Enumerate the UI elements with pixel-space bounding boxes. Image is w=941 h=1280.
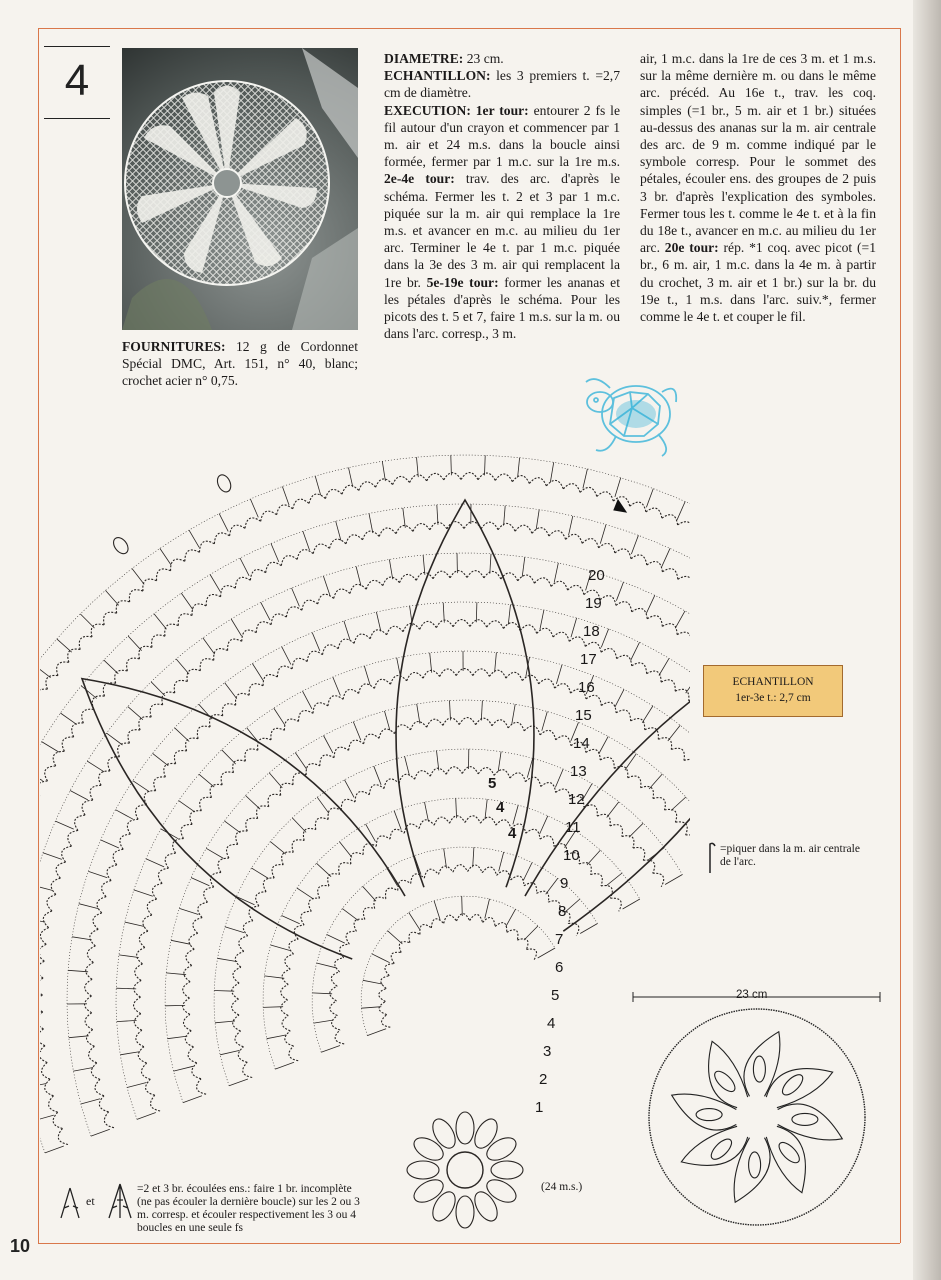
pique-legend: =piquer dans la m. air centrale de l'arc.	[720, 843, 860, 868]
page-spine	[913, 0, 941, 1280]
materials-label: FOURNITURES:	[122, 339, 226, 354]
number-rule-top	[44, 46, 110, 47]
tour5-text: former les ananas et les pétales d'après le schéma. Pour les picots des t. 5 et 7, faire 1 m.s. sur la m. ou dans l'arc. corresp., 3 m.	[384, 274, 620, 342]
decrease-legend: =2 et 3 br. écoulées ens.: faire 1 br. incomplète (ne pas écouler la dernière boucle) sur les 2 ou 3 m. corresp. et écouler respectivement les 3 ou 4 boucles en une seule fs	[137, 1183, 360, 1234]
materials-block	[122, 338, 358, 390]
round-label: 12	[568, 791, 585, 808]
pique-symbol-icon	[703, 840, 717, 874]
instructions-column-2	[640, 50, 876, 325]
instructions-column-1	[384, 50, 620, 342]
tour20-text: rép. *1 coq. avec picot (=1 br., 6 m. air, 1 m.c. dans la 4e m. à partir du crochet, 3 m. air et 1 br.) sur la br. du 19e t., 1 m.s. dans l'arc. suiv.*, fermer comme le 4e t. et couper le fil.	[640, 240, 876, 325]
sample-box-value: 1er-3e t.: 2,7 cm	[735, 692, 811, 704]
round-label: 19	[585, 595, 602, 612]
round-label: 7	[555, 931, 564, 948]
col2-text: air, 1 m.c. dans la 1re de ces 3 m. et 1 m.s. sur la même dernière m. ou dans le même arc. précéd. Au 16e t., trav. les coq. simples (=1 br., 5 m. air et 1 br.) situées au-dessus des ananas sur la m. air centrale des arc. de 9 m. comme indiqué par le symbole corresp. Pour le sommet des pétales, écouler ens. des groupes de 2 puis 3 br. d'après l'explication des symboles. Fermer tous les t. comme le 4e t. et à la fin du 18e t., avancer en m.c. au milieu du 1er arc.	[640, 51, 876, 256]
materials-text: 12 g de Cordonnet Spécial DMC, Art. 151, n° 40, blanc; crochet acier n° 0,75.	[122, 339, 358, 389]
mini-diameter-label: 23 cm	[736, 989, 768, 1001]
round-label: 18	[583, 623, 600, 640]
frame-border-top	[38, 28, 900, 29]
center-note: (24 m.s.)	[541, 1181, 583, 1193]
doily-photo	[122, 48, 358, 330]
inner-round-label: 4	[508, 825, 517, 842]
round-label: 6	[555, 959, 564, 976]
round-label: 14	[573, 735, 590, 752]
round-label: 8	[558, 903, 567, 920]
diametre-value: 23 cm.	[463, 51, 504, 66]
round-label: 2	[539, 1071, 548, 1088]
pattern-number: 4	[64, 56, 90, 105]
round-label: 1	[535, 1099, 544, 1116]
frame-border-bottom	[38, 1243, 900, 1244]
round-label: 20	[588, 567, 605, 584]
tour2-text: trav. des arc. d'après le schéma. Fermer les t. 2 et 3 par 1 m.c. piquée sur la m. air qui remplace la 1re m.s. et avancer en m.c. au milieu du 1er arc. Terminer le 4e t. par 1 m.c. piquée dans la 3e des 3 m. air qui remplacent la 1re br.	[384, 171, 620, 290]
two-dc-together-icon	[56, 1184, 84, 1222]
tour2-label: 2e-4e tour:	[384, 171, 455, 187]
round-label: 9	[560, 875, 569, 892]
tour1-text: entourer 2 fs le fil autour d'un crayon et commencer par 1 m. air et 24 m.s. dans la boucle ainsi formée, fermer par 1 m.c. sur la 1re m.s.	[384, 102, 620, 170]
round-label: 5	[551, 987, 560, 1004]
echantillon-value: les 3 premiers t. =2,7 cm de diamètre.	[384, 68, 620, 101]
page-number: 10	[10, 1236, 31, 1256]
execution-label: EXECUTION:	[384, 102, 471, 118]
round-label: 3	[543, 1043, 552, 1060]
round-label: 16	[578, 679, 595, 696]
mini-layout-diagram	[630, 987, 885, 1232]
round-label: 15	[575, 707, 592, 724]
round-label: 13	[570, 763, 587, 780]
three-dc-together-icon	[104, 1180, 136, 1222]
diametre-label: DIAMETRE:	[384, 51, 464, 66]
sample-box	[703, 665, 843, 717]
round-label: 10	[563, 847, 580, 864]
tour20-label: 20e tour:	[660, 240, 719, 256]
crochet-chart-diagram	[40, 440, 690, 1240]
round-label: 17	[580, 651, 597, 668]
sample-box-title: ECHANTILLON	[732, 676, 814, 688]
echantillon-label: ECHANTILLON:	[384, 68, 491, 84]
number-rule-bottom	[44, 118, 110, 119]
round-label: 4	[547, 1015, 556, 1032]
inner-round-label: 5	[488, 775, 497, 792]
inner-round-label: 4	[496, 799, 505, 816]
tour5-label: 5e-19e tour:	[420, 274, 499, 290]
frame-border-left	[38, 28, 39, 1243]
legend-et: et	[86, 1194, 95, 1208]
tour1-label: 1er tour:	[470, 102, 529, 118]
frame-border-right	[900, 28, 901, 1243]
round-label: 11	[565, 819, 581, 836]
